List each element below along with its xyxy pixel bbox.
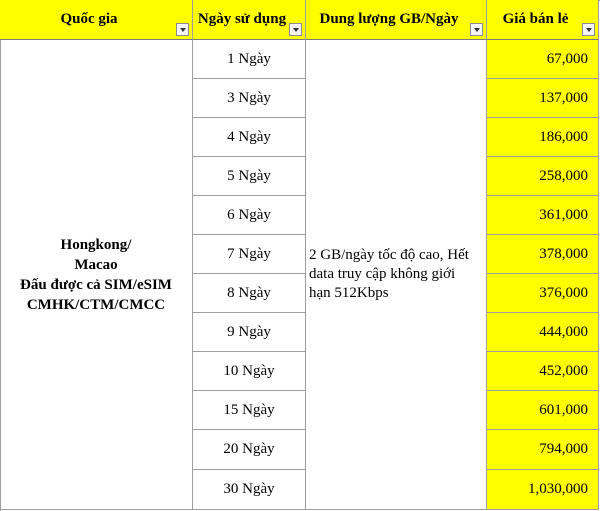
days-cell[interactable]	[193, 40, 306, 79]
price-cell[interactable]	[487, 391, 599, 430]
price-cell[interactable]	[487, 157, 599, 196]
price-cell[interactable]	[487, 430, 599, 470]
price-value: 186,000	[539, 128, 588, 145]
header-country[interactable]	[0, 0, 193, 40]
price-value: 444,000	[539, 323, 588, 340]
days-value: 8 Ngày	[227, 284, 271, 301]
days-cell[interactable]	[193, 118, 306, 157]
dropdown-filter-icon[interactable]	[289, 23, 302, 36]
header-country-label: Quốc gia	[60, 11, 118, 27]
price-cell[interactable]	[487, 470, 599, 510]
days-cell[interactable]	[193, 352, 306, 391]
price-cell[interactable]	[487, 40, 599, 79]
dropdown-filter-icon[interactable]	[176, 23, 189, 36]
country-line: Đấu được cả SIM/eSIM	[20, 276, 172, 293]
days-value: 6 Ngày	[227, 206, 271, 223]
price-cell[interactable]	[487, 79, 599, 118]
country-line: CMHK/CTM/CMCC	[26, 296, 166, 313]
price-value: 361,000	[539, 206, 588, 223]
price-value: 137,000	[539, 89, 588, 106]
price-value: 794,000	[539, 441, 588, 457]
capacity-text: 2 GB/ngày tốc độ cao, Hết data truy cập không giới hạn 512Kbps	[309, 247, 469, 301]
days-value: 4 Ngày	[227, 128, 271, 145]
days-cell[interactable]	[193, 313, 306, 352]
price-value: 258,000	[539, 167, 588, 184]
country-cell[interactable]	[0, 40, 193, 510]
days-value: 7 Ngày	[227, 245, 271, 262]
header-capacity[interactable]	[306, 0, 487, 40]
days-value: 3 Ngày	[227, 89, 271, 106]
days-value: 15 Ngày	[223, 401, 275, 418]
price-cell[interactable]	[487, 196, 599, 235]
days-cell[interactable]	[193, 79, 306, 118]
header-price[interactable]	[487, 0, 599, 40]
price-cell[interactable]	[487, 313, 599, 352]
days-value: 1 Ngày	[227, 50, 271, 67]
days-cell[interactable]	[193, 274, 306, 313]
days-cell[interactable]	[193, 430, 306, 470]
price-value: 452,000	[539, 362, 588, 379]
header-days-label: Ngày sử dụng	[197, 11, 287, 27]
days-cell[interactable]	[193, 196, 306, 235]
country-line: Hongkong/	[60, 236, 132, 253]
days-value: 5 Ngày	[227, 167, 271, 184]
price-value: 67,000	[546, 50, 588, 67]
price-cell[interactable]	[487, 235, 599, 274]
days-cell[interactable]	[193, 157, 306, 196]
days-value: 10 Ngày	[223, 362, 275, 379]
days-value: 20 Ngày	[223, 441, 275, 457]
header-days[interactable]	[193, 0, 306, 40]
days-value: 9 Ngày	[227, 323, 271, 340]
price-value: 1,030,000	[528, 481, 588, 497]
capacity-cell[interactable]	[306, 40, 487, 510]
price-value: 378,000	[539, 245, 588, 262]
header-price-label: Giá bán lẻ	[502, 11, 569, 27]
days-cell[interactable]	[193, 391, 306, 430]
dropdown-filter-icon[interactable]	[582, 23, 595, 36]
country-text	[20, 235, 172, 315]
days-value: 30 Ngày	[223, 481, 275, 497]
header-capacity-label: Dung lượng GB/Ngày	[319, 11, 459, 27]
price-cell[interactable]	[487, 118, 599, 157]
dropdown-filter-icon[interactable]	[470, 23, 483, 36]
price-cell[interactable]	[487, 274, 599, 313]
price-value: 376,000	[539, 284, 588, 301]
days-cell[interactable]	[193, 470, 306, 510]
price-cell[interactable]	[487, 352, 599, 391]
days-cell[interactable]	[193, 235, 306, 274]
price-value: 601,000	[539, 401, 588, 418]
country-line: Macao	[74, 256, 118, 273]
